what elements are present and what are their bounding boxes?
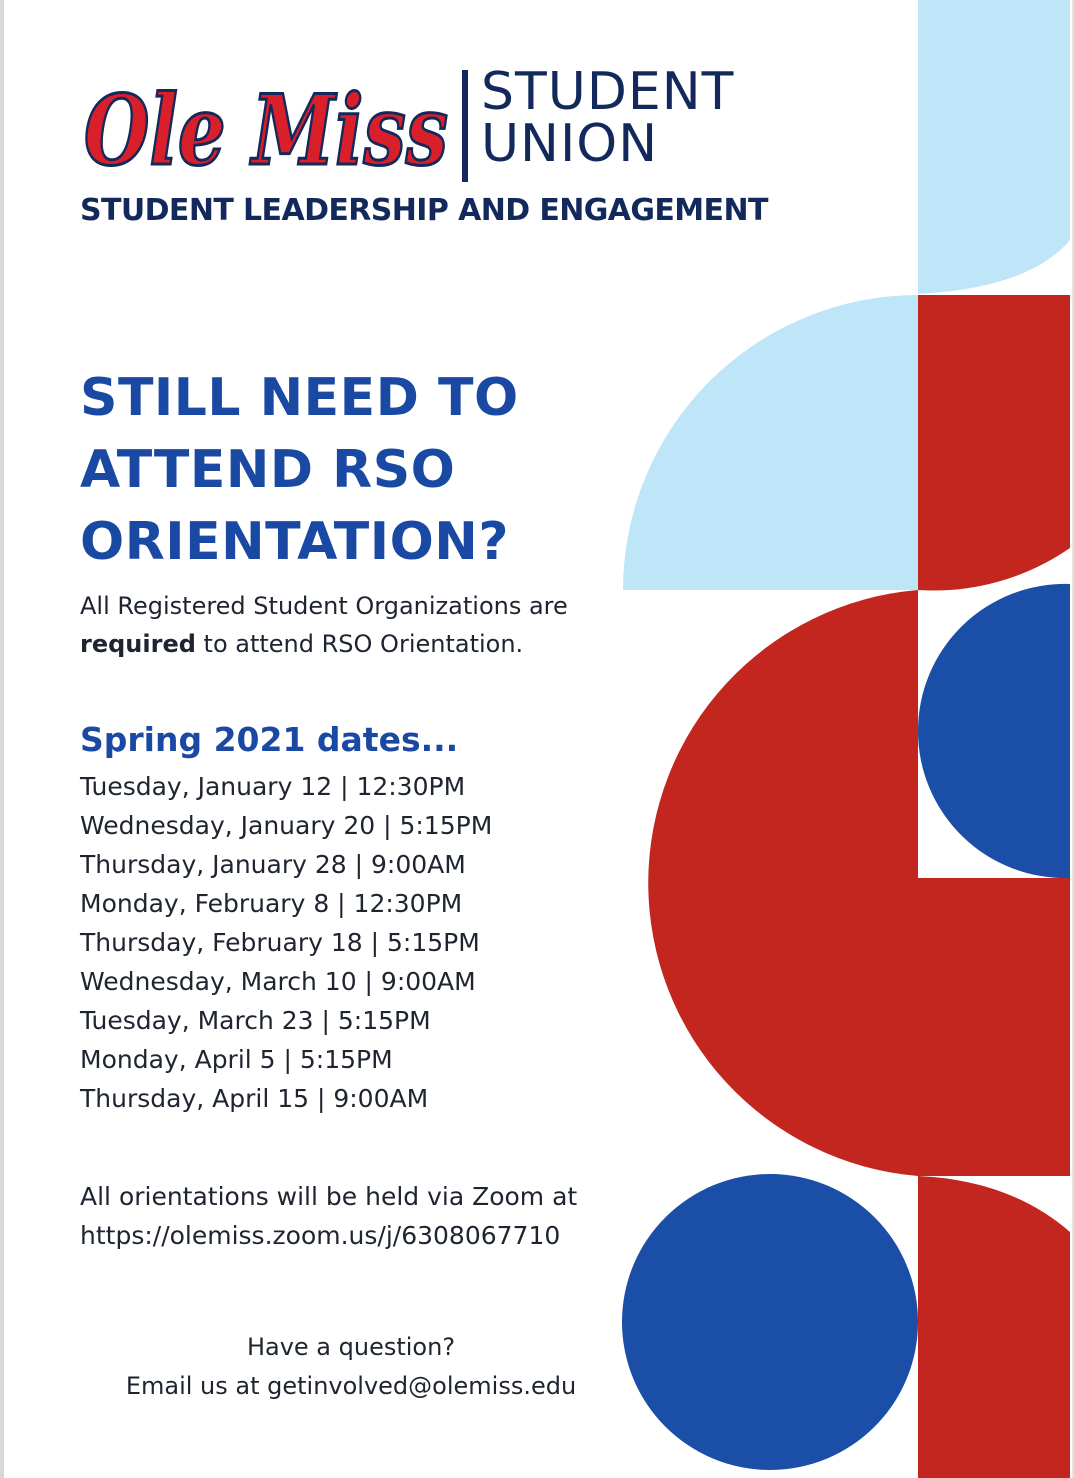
date-item: Monday, April 5 | 5:15PM (80, 1045, 393, 1074)
ole-miss-wordmark: Ole Miss (84, 74, 448, 187)
red-bottom-quarter-shape (918, 1176, 1070, 1478)
light-blue-corner-shape (918, 0, 1070, 294)
dates-list (80, 767, 492, 1118)
date-item: Tuesday, January 12 | 12:30PM (80, 772, 466, 801)
intro-paragraph (80, 587, 568, 663)
zoom-link[interactable]: https://olemiss.zoom.us/j/6308067710 (80, 1221, 561, 1250)
red-quarter-shape (918, 295, 1070, 591)
headline-line1: STILL NEED TO (80, 368, 519, 428)
intro-line2-rest: to attend RSO Orientation. (195, 630, 524, 658)
date-item: Thursday, January 28 | 9:00AM (80, 850, 466, 879)
department-name: STUDENT LEADERSHIP AND ENGAGEMENT (80, 193, 768, 228)
date-item: Wednesday, March 10 | 9:00AM (80, 967, 476, 996)
date-item: Thursday, February 18 | 5:15PM (80, 928, 480, 957)
blue-half-circle-shape (918, 584, 1070, 878)
headline-line2: ATTEND RSO (80, 440, 456, 500)
blue-circle (622, 1174, 918, 1470)
date-item: Thursday, April 15 | 9:00AM (80, 1084, 429, 1113)
date-item: Monday, February 8 | 12:30PM (80, 889, 463, 918)
dates-heading: Spring 2021 dates... (80, 720, 459, 759)
red-band-right (918, 878, 1070, 1138)
student-union-wordmark (481, 62, 735, 174)
date-item: Tuesday, March 23 | 5:15PM (80, 1006, 431, 1035)
intro-emphasis: required (80, 630, 196, 658)
logo-divider (462, 70, 468, 182)
contact-email: Email us at getinvolved@olemiss.edu (125, 1372, 577, 1400)
contact-question: Have a question? (246, 1333, 456, 1361)
zoom-note (80, 1177, 577, 1255)
intro-line1: All Registered Student Organizations are (80, 592, 568, 620)
light-blue-quarter-circle (623, 295, 918, 590)
logo-unit-line1: STUDENT (481, 62, 735, 122)
date-item: Wednesday, January 20 | 5:15PM (80, 811, 493, 840)
contact-info (80, 1328, 622, 1406)
zoom-note-line1: All orientations will be held via Zoom at (80, 1182, 578, 1211)
zoom-link-line (80, 1216, 577, 1255)
intro-line2 (80, 625, 568, 663)
ole-miss-script-logo (78, 60, 458, 190)
headline-line3: ORIENTATION? (80, 512, 509, 572)
logo-unit-line2: UNION (481, 114, 659, 174)
page-title (80, 362, 519, 578)
